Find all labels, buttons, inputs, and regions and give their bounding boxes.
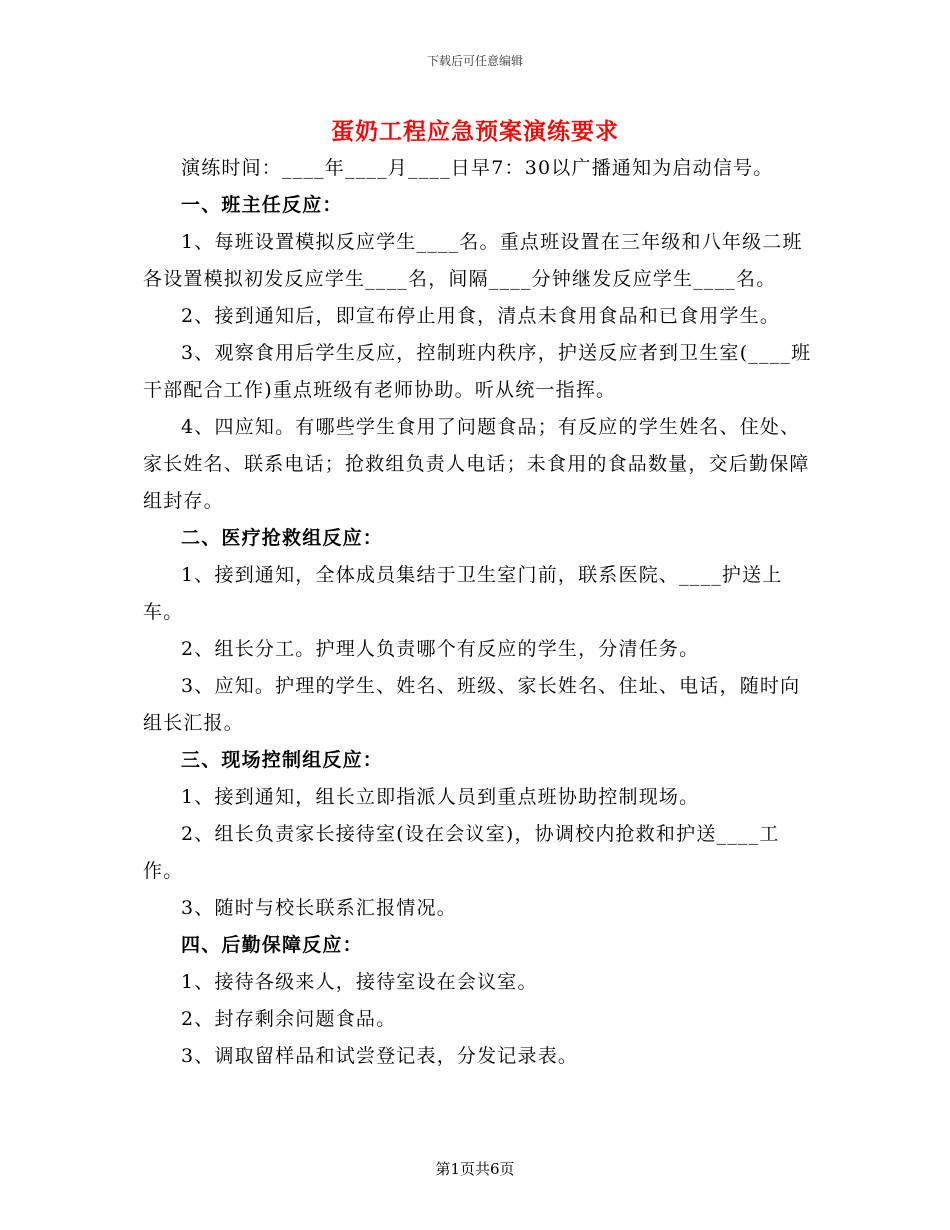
paragraph: 1、接到通知，全体成员集结于卫生室门前，联系医院、____护送上车。 xyxy=(143,564,783,623)
document-body xyxy=(143,150,813,1075)
paragraph: 3、调取留样品和试尝登记表，分发记录表。 xyxy=(181,1045,579,1067)
paragraph: 2、接到通知后，即宣布停止用食，清点未食用食品和已食用学生。 xyxy=(181,305,781,327)
paragraph: 2、组长负责家长接待室(设在会议室)，协调校内抢救和护送____工作。 xyxy=(143,823,780,882)
section-heading-site-control: 三、现场控制组反应： xyxy=(181,749,384,771)
intro-paragraph: 演练时间：____年____月____日早7：30以广播通知为启动信号。 xyxy=(181,157,774,179)
paragraph: 3、随时与校长联系汇报情况。 xyxy=(181,897,457,919)
paragraph: 3、应知。护理的学生、姓名、班级、家长姓名、住址、电话，随时向组长汇报。 xyxy=(143,675,801,734)
section-heading-homeroom: 一、班主任反应： xyxy=(181,194,343,216)
page-footer: 第1页共6页 xyxy=(435,1160,515,1178)
page-header: 下载后可任意编辑 xyxy=(426,54,523,68)
paragraph: 4、四应知。有哪些学生食用了问题食品；有反应的学生姓名、住处、家长姓名、联系电话；抢救组负责人电话；未食用的食品数量，交后勤保障组封存。 xyxy=(143,416,810,512)
section-heading-logistics: 四、后勤保障反应： xyxy=(181,934,363,956)
paragraph: 2、组长分工。护理人负责哪个有反应的学生，分清任务。 xyxy=(181,638,700,660)
paragraph: 3、观察食用后学生反应，控制班内秩序，护送反应者到卫生室(____班干部配合工作)重点班级有老师协助。听从统一指挥。 xyxy=(143,342,812,401)
paragraph: 2、封存剩余问题食品。 xyxy=(181,1008,397,1030)
document-title: 蛋奶工程应急预案演练要求 xyxy=(331,118,619,145)
paragraph: 1、接到通知，组长立即指派人员到重点班协助控制现场。 xyxy=(181,786,700,808)
paragraph: 1、接待各级来人，接待室设在会议室。 xyxy=(181,971,538,993)
section-heading-medical: 二、医疗抢救组反应： xyxy=(181,527,384,549)
paragraph: 1、每班设置模拟反应学生____名。重点班设置在三年级和八年级二班各设置模拟初发反应学生____名，间隔____分钟继发反应学生____名。 xyxy=(143,231,803,290)
